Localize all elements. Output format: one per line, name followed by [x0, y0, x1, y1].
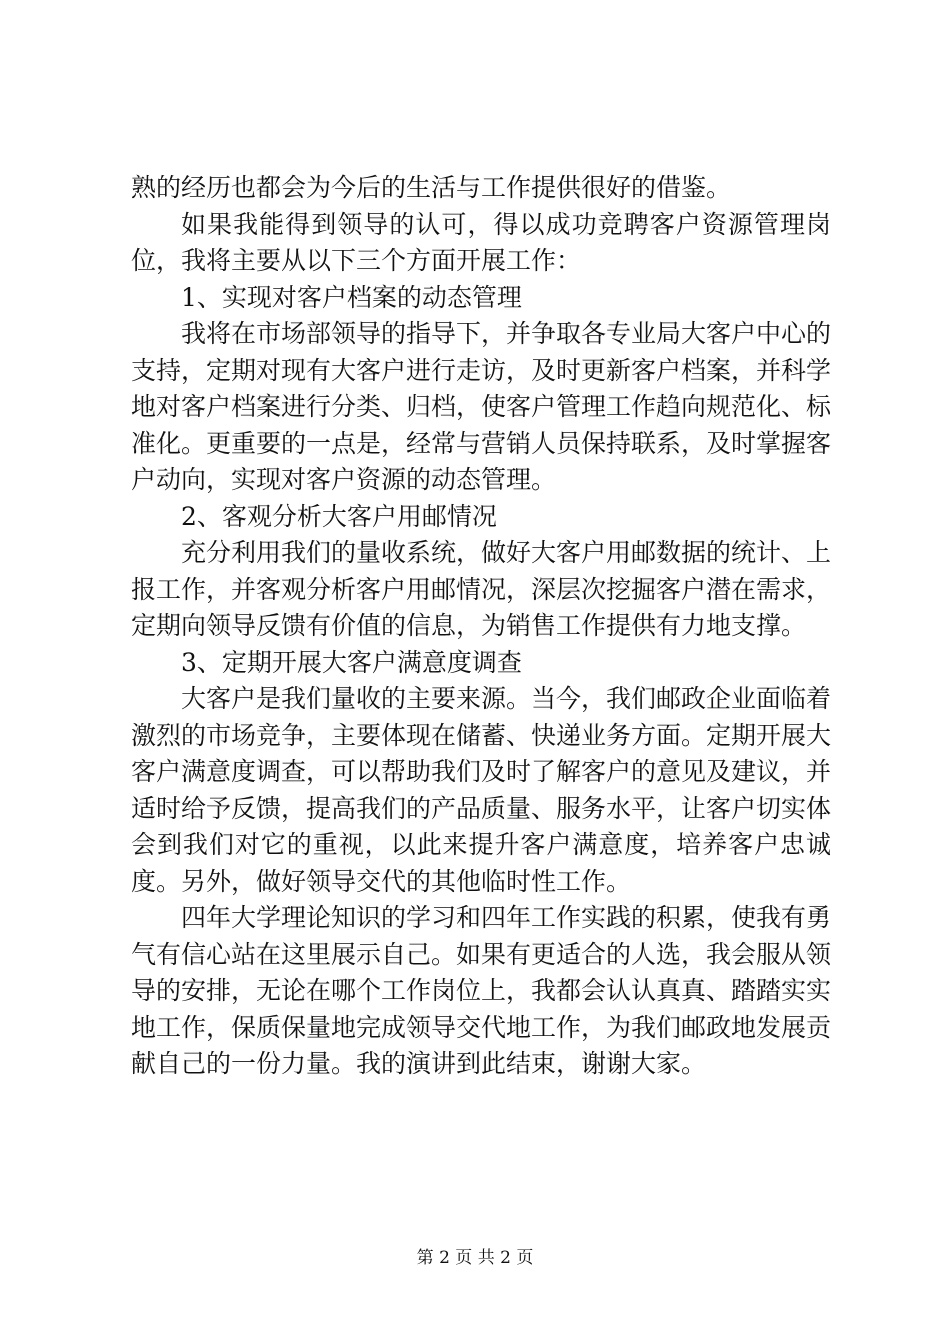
section-heading-2: 2、客观分析大客户用邮情况 — [181, 501, 497, 531]
paragraph-section-3: 大客户是我们量收的主要来源。当今，我们邮政企业面临着激烈的市场竞争，主要体现在储蓄、快递业务方面。定期开展大客户满意度调查，可以帮助我们及时了解客户的意见及建议，并适时给予反馈，提高我们的产品质量、服务水平，让客户切实体会到我们对它的重视，以此来提升客户满意度，培养客户忠诚度。另外，做好领导交代的其他临时性工作。 — [131, 684, 832, 896]
section-heading-3: 3、定期开展大客户满意度调查 — [181, 647, 522, 677]
section-heading-1: 1、实现对客户档案的动态管理 — [181, 282, 522, 312]
paragraph-section-1: 我将在市场部领导的指导下，并争取各专业局大客户中心的支持，定期对现有大客户进行走访，及时更新客户档案，并科学地对客户档案进行分类、归档，使客户管理工作趋向规范化、标准化。更重要的一点是，经常与营销人员保持联系，及时掌握客户动向，实现对客户资源的动态管理。 — [131, 319, 832, 494]
document-body — [131, 170, 831, 1083]
paragraph-intro: 如果我能得到领导的认可，得以成功竞聘客户资源管理岗位，我将主要从以下三个方面开展工作： — [131, 209, 831, 275]
paragraph-conclusion: 四年大学理论知识的学习和四年工作实践的积累，使我有勇气有信心站在这里展示自己。如果有更适合的人选，我会服从领导的安排，无论在哪个工作岗位上，我都会认认真真、踏踏实实地工作，保质保量地完成领导交代地工作，为我们邮政地发展贡献自己的一份力量。我的演讲到此结束，谢谢大家。 — [131, 903, 832, 1078]
paragraph-section-2: 充分利用我们的量收系统，做好大客户用邮数据的统计、上报工作，并客观分析客户用邮情况，深层次挖掘客户潜在需求，定期向领导反馈有价值的信息，为销售工作提供有力地支撑。 — [131, 538, 832, 640]
page-footer: 第 2 页 共 2 页 — [416, 1248, 534, 1268]
paragraph-continuation: 熟的经历也都会为今后的生活与工作提供很好的借鉴。 — [131, 173, 732, 202]
